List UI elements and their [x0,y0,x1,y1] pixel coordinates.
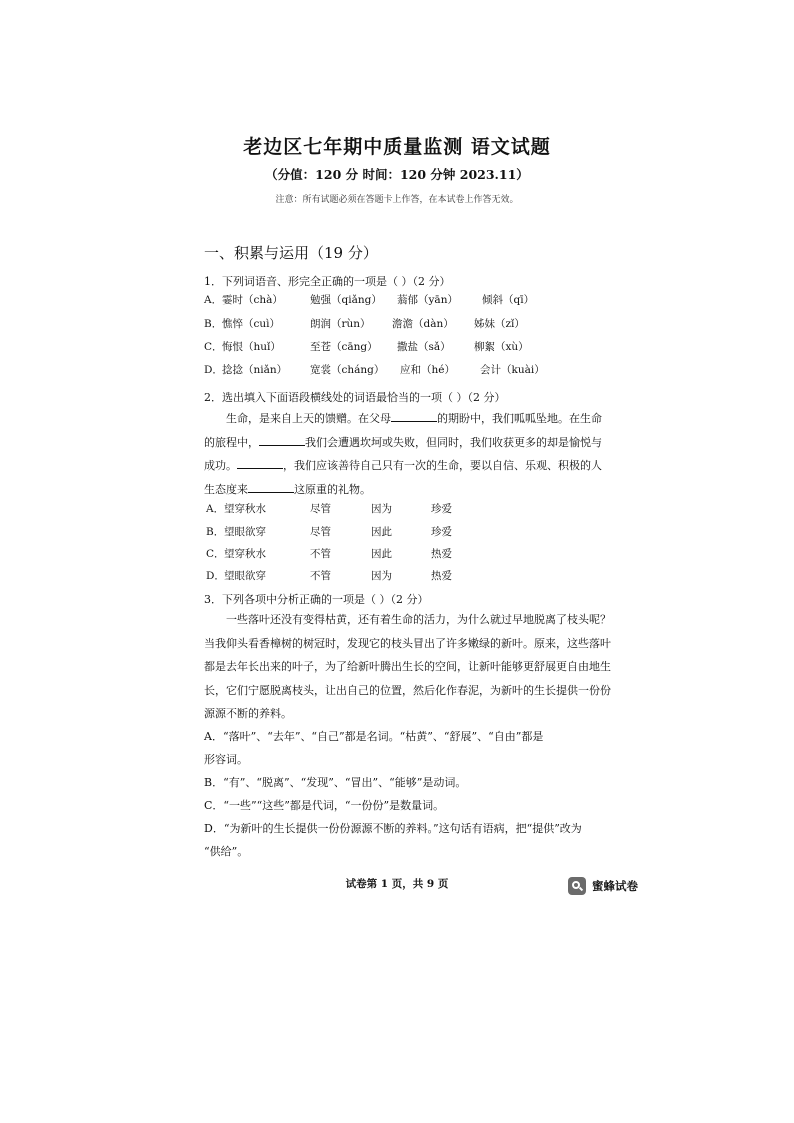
q1-option-c [204,339,604,355]
q1-option-letter: A． [204,294,223,306]
q1-word: 会计（kuài） [480,364,545,376]
q1-word: 朗润（rùn） [310,318,371,330]
q1-word: 憔悴（cuì） [222,318,281,330]
q1-word: 至苍（cāng） [310,341,378,353]
q3-option-d: D．“为新叶的生长提供一份份源源不断的养料。”这句话有语病，把“提供”改为 [204,822,582,835]
q2-choice-b [206,524,506,540]
q1-word: 柳絮（xù） [474,341,529,353]
q1-word: 捻捻（niǎn） [222,364,288,376]
q2-text: 生命，是来自上天的馈赠。在父母 [226,412,391,425]
q2-choice-item: 望眼欲穿 [224,570,266,582]
q2-choice-item: 望穿秋水 [224,503,266,515]
q2-choice-c [206,546,506,562]
section-heading: 一、积累与运用（19 分） [204,244,378,262]
q1-word: 蓊郁（yān） [397,294,458,306]
q2-choice-item: 不管 [310,570,331,582]
q3-option-a: A．“落叶”、“去年”、“自己”都是名词。“枯黄”、“舒展”、“自由”都是 [204,730,544,743]
q3-passage-line: 长，它们宁愿脱离枝头，让出自己的位置，然后化作春泥，为新叶的生长提供一份份 [204,683,611,697]
q2-choice-letter: A． [206,503,225,515]
q2-text: 的期盼中，我们呱呱坠地。在生命 [437,412,602,425]
exam-title: 老边区七年期中质量监测 语文试题 [243,136,551,158]
fill-blank [248,482,294,493]
q1-word: 澹澹（dàn） [392,318,454,330]
q2-text: 生态度来 [204,482,248,496]
q1-word: 霎时（chà） [222,294,283,306]
q1-option-letter: B． [204,318,223,330]
q1-word: 姊妹（zǐ） [474,318,525,330]
q2-choice-item: 因此 [371,526,392,538]
q2-choice-item: 望穿秋水 [224,548,266,560]
q3-options [204,725,624,863]
fill-blank [391,411,437,422]
q1-option-d [204,362,604,378]
q2-text: 的旅程中， [204,435,259,449]
q1-option-letter: D． [204,364,223,376]
q3-passage-line: 一些落叶还没有变得枯黄，还有着生命的活力，为什么就过早地脱离了枝头呢？ [226,613,611,626]
q3-option-b: B．“有”、“脱离”、“发现”、“冒出”、“能够”是动词。 [204,776,467,789]
q2-choice-item: 不管 [310,548,331,560]
q2-choice-item: 因为 [371,503,392,515]
q1-option-b [204,316,604,332]
q2-choice-item: 热爱 [431,548,452,560]
q2-choice-item: 珍爱 [431,526,452,538]
page-number: 试卷第 1 页，共 9 页 [345,878,449,890]
q2-passage [204,407,614,501]
exam-subtitle: （分值：120 分 时间：120 分钟 2023.11） [265,167,529,182]
q3-option-a-cont: 形容词。 [204,753,248,766]
q2-choice-item: 望眼欲穿 [224,526,266,538]
question-2-stem: 2．选出填入下面语段横线处的词语最恰当的一项（ ）（2 分） [204,391,506,404]
q2-choice-item: 珍爱 [431,503,452,515]
q2-text: ，我们应该善待自己只有一次的生命，要以自信、乐观、积极的人 [283,459,602,472]
question-1-stem: 1．下列词语音、形完全正确的一项是（ ）（2 分） [204,275,451,288]
q3-passage-line: 源源不断的养料。 [204,707,292,720]
q2-text: 成功。 [204,459,237,472]
q1-option-letter: C． [204,341,223,353]
q2-choice-item: 热爱 [431,570,452,582]
q2-text: 我们会遭遇坎坷或失败，但同时，我们收获更多的却是愉悦与 [305,435,602,449]
q2-choice-letter: D． [206,570,225,582]
q2-choice-letter: B． [206,526,225,538]
q3-passage-line: 都是去年长出来的叶子，为了给新叶腾出生长的空间，让新叶能够更舒展更自由地生 [204,660,611,673]
fill-blank [237,458,283,469]
q2-choice-item: 尽管 [310,503,331,515]
fill-blank [259,435,305,446]
q2-choice-item: 因为 [371,570,392,582]
q1-word: 勉强（qiǎng） [310,294,382,306]
q2-choice-item: 因此 [371,548,392,560]
q1-word: 宽裳（cháng） [310,364,385,376]
q2-choice-item: 尽管 [310,526,331,538]
q1-option-a [204,292,604,308]
q2-text: 这原重的礼物。 [294,482,371,496]
q3-option-c: C．“一些”“这些”都是代词，“一份份”是数量词。 [204,799,445,812]
q3-passage-line: 当我仰头看香樟树的树冠时，发现它的枝头冒出了许多嫩绿的新叶。原来，这些落叶 [204,636,611,650]
q1-word: 应和（hé） [400,364,455,376]
search-icon [568,877,586,895]
q2-choice-d [206,568,506,584]
exam-notice: 注意：所有试题必须在答题卡上作答，在本试卷上作答无效。 [275,195,519,205]
q3-option-d-cont: “供给”。 [204,845,249,858]
q2-choice-a [206,501,506,517]
q1-word: 悔恨（huǐ） [222,341,281,353]
q3-passage [204,608,624,726]
question-3-stem: 3．下列各项中分析正确的一项是（ ）（2 分） [204,593,429,606]
q2-choice-letter: C． [206,548,225,560]
brand-logo [568,877,638,895]
q1-word: 撒盐（sǎ） [397,341,451,353]
q1-word: 倾斜（qī） [482,294,535,306]
brand-name: 蜜蜂试卷 [592,879,638,893]
